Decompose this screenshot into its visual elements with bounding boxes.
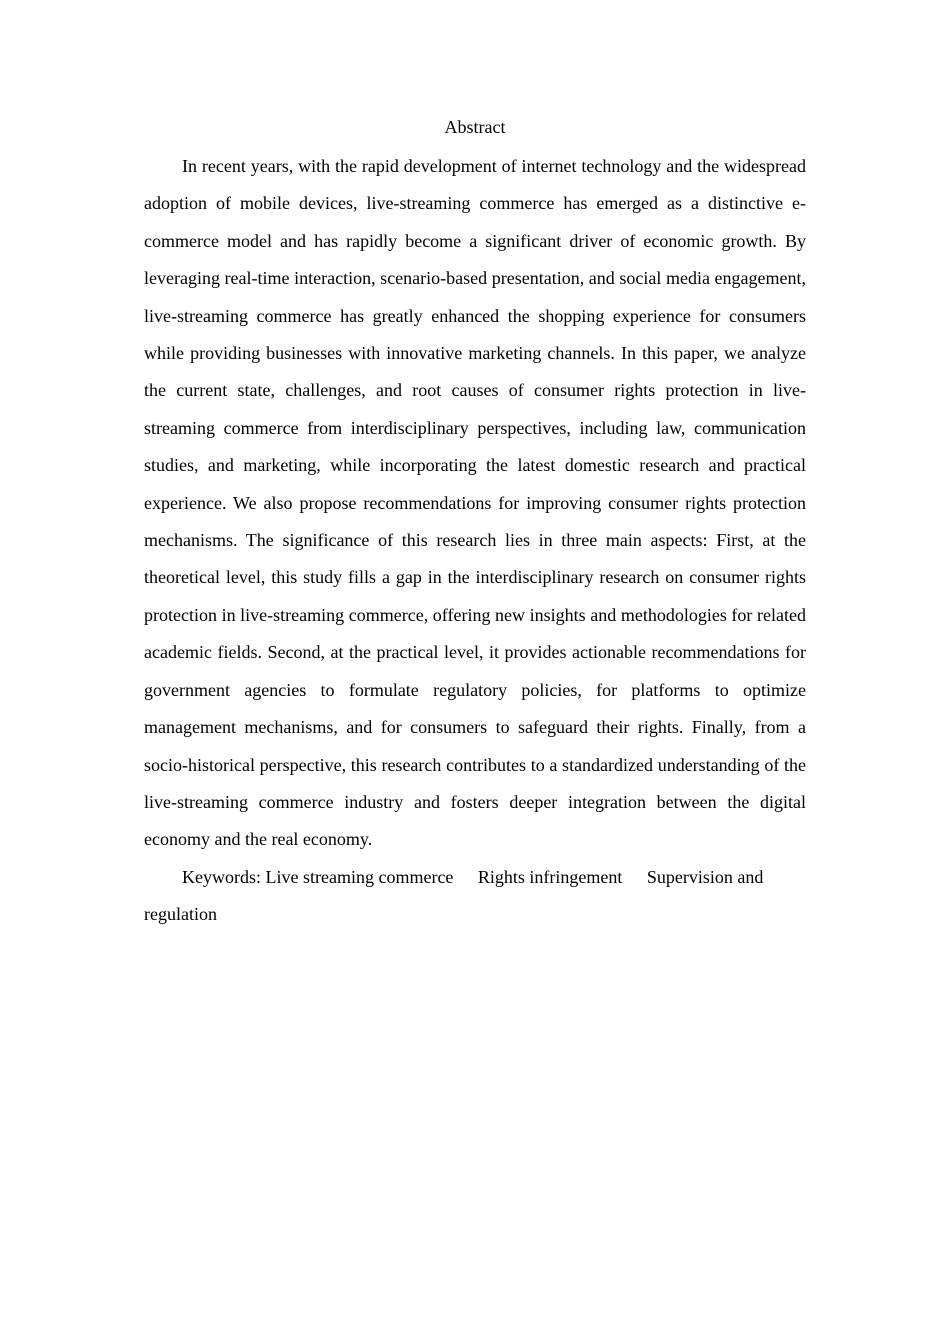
keyword-item: Supervision and regulation (144, 866, 764, 925)
keyword-item: Rights infringement (477, 866, 623, 887)
keyword-item: Live streaming commerce (265, 866, 454, 887)
keywords-line (144, 859, 806, 934)
abstract-heading: Abstract (444, 117, 506, 137)
abstract-paragraph: In recent years, with the rapid development of internet technology and the widespread adoption of mobile devices, live-streaming commerce has emerged as a distinctive e-commerce model and has rapidly become a significant driver of economic growth. By leveraging real-time interaction, scenario-based presentation, and social media engagement, live-streaming commerce has greatly enhanced the shopping experience for consumers while providing businesses with innovative marketing channels. In this paper, we analyze the current state, challenges, and root causes of consumer rights protection in live-streaming commerce from interdisciplinary perspectives, including law, communication studies, and marketing, while incorporating the latest domestic research and practical experience. We also propose recommendations for improving consumer rights protection mechanisms. The significance of this research lies in three main aspects: First, at the theoretical level, this study fills a gap in the interdisciplinary research on consumer rights protection in live-streaming commerce, offering new insights and methodologies for related academic fields. Second, at the practical level, it provides actionable recommendations for government agencies to formulate regulatory policies, for platforms to optimize management mechanisms, and for consumers to safeguard their rights. Finally, from a socio-historical perspective, this research contributes to a standardized understanding of the live-streaming commerce industry and fosters deeper integration between the digital economy and the real economy. (144, 156, 806, 850)
abstract-section (144, 114, 806, 934)
keywords-label: Keywords: (182, 866, 261, 887)
